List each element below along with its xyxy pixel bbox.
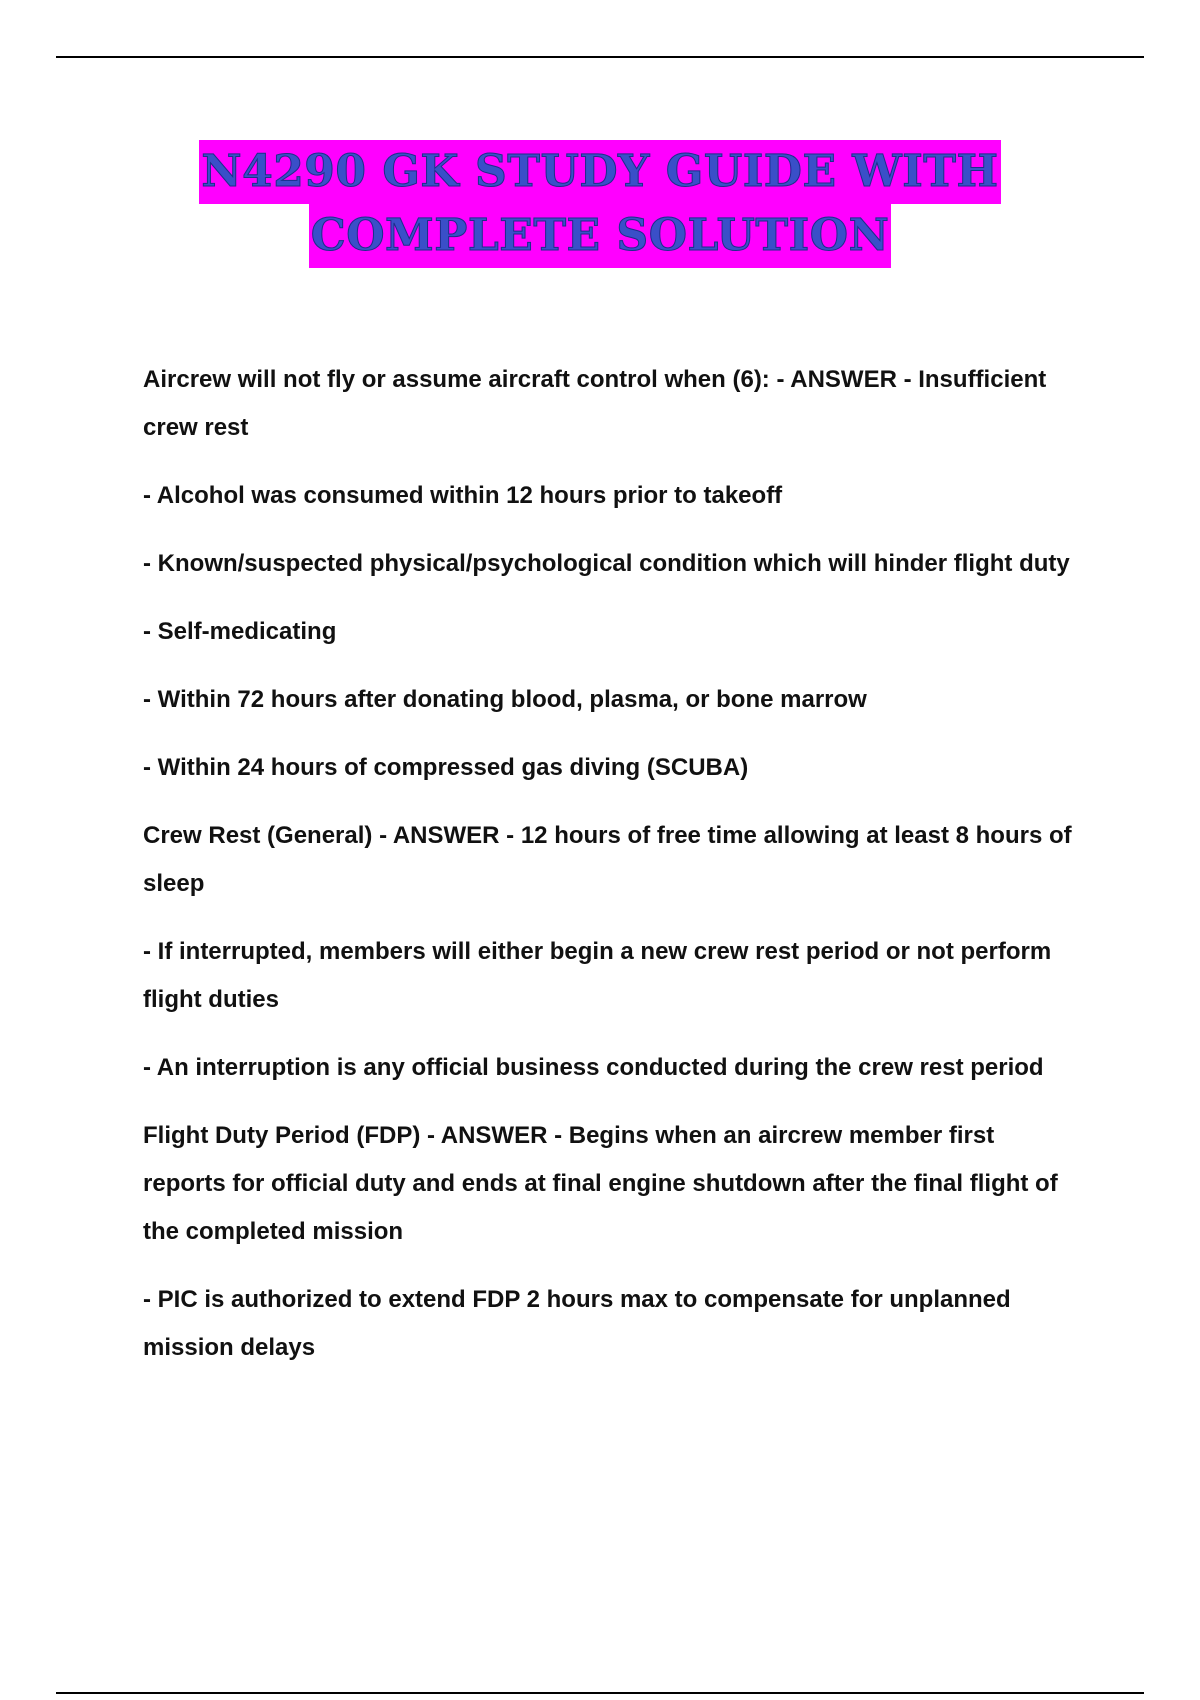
paragraph-interrupted: - If interrupted, members will either begin a new crew rest period or not perform flight duties	[143, 938, 1052, 1013]
document-body	[143, 356, 1083, 1392]
paragraph-interruption-definition: - An interruption is any official business conducted during the crew rest period	[143, 1054, 1044, 1081]
footer-rule	[56, 1692, 1144, 1694]
paragraph-alcohol: - Alcohol was consumed within 12 hours prior to takeoff	[143, 482, 783, 509]
paragraph-self-medicating: - Self-medicating	[143, 618, 337, 645]
paragraph-crew-rest: Crew Rest (General) - ANSWER - 12 hours of free time allowing at least 8 hours of sleep	[143, 822, 1072, 897]
document-title	[0, 140, 1200, 268]
paragraph-aircrew-restrictions: Aircrew will not fly or assume aircraft control when (6): - ANSWER - Insufficient crew rest	[143, 366, 1047, 441]
paragraph-scuba: - Within 24 hours of compressed gas diving (SCUBA)	[143, 754, 749, 781]
paragraph-fdp-extension: - PIC is authorized to extend FDP 2 hours max to compensate for unplanned mission delays	[143, 1286, 1011, 1361]
paragraph-condition: - Known/suspected physical/psychological condition which will hinder flight duty	[143, 550, 1070, 577]
paragraph-blood-donation: - Within 72 hours after donating blood, plasma, or bone marrow	[143, 686, 867, 713]
title-line-2: COMPLETE SOLUTION	[309, 204, 892, 268]
title-line-1: N4290 GK STUDY GUIDE WITH	[199, 140, 1000, 204]
paragraph-fdp: Flight Duty Period (FDP) - ANSWER - Begins when an aircrew member first reports for official duty and ends at final engine shutdown after the final flight of the completed mission	[143, 1122, 1058, 1245]
header-rule	[56, 56, 1144, 58]
